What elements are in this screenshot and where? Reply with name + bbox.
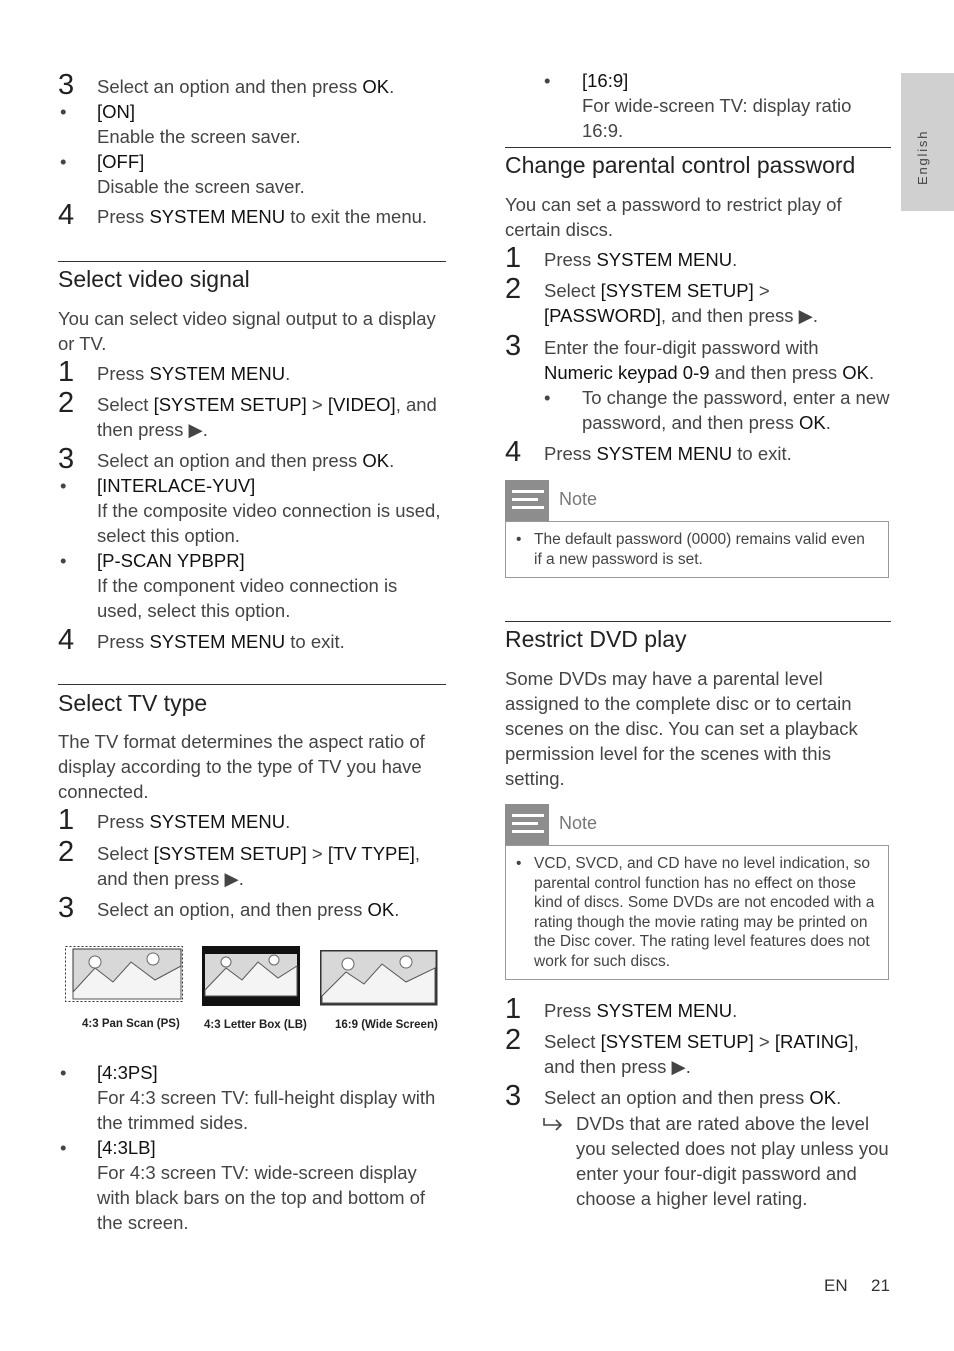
note-icon xyxy=(505,480,549,522)
restrict-step-3: 3 Select an option and then press OK. xyxy=(505,1080,842,1112)
password-step-2: 2 Select [SYSTEM SETUP] > [PASSWORD], and then press ▶. xyxy=(505,273,819,326)
caption-wide-screen: 16:9 (Wide Screen) xyxy=(335,1019,438,1031)
tv-pan-scan-illustration xyxy=(65,946,185,1004)
option-4-3-lb: • [4:3LB] For 4:3 screen TV: wide-screen display with black bars on the top and bottom of the screen. xyxy=(60,1137,426,1233)
tv-letter-box-illustration xyxy=(202,946,302,1008)
password-intro: You can set a password to restrict play of certain discs. xyxy=(505,194,842,240)
video-step-2: 2 Select [SYSTEM SETUP] > [VIDEO], and then press ▶. xyxy=(58,387,437,440)
note-icon xyxy=(505,804,549,846)
section-title-video-signal: Select video signal xyxy=(58,266,250,292)
section-title-password: Change parental control password xyxy=(505,152,856,178)
step-3-screen-saver: 3 Select an option and then press OK. xyxy=(58,69,395,101)
option-on: • [ON] Enable the screen saver. xyxy=(60,101,301,147)
password-step-3-sub: • To change the password, enter a new password, and then press OK. xyxy=(544,387,890,433)
note-box-restrict: • VCD, SVCD, and CD have no level indication, so parental control function has no effect on those kind of discs. Some DVDs are not encoded with a rating though the movie rating may be printed on the Disc cover. The rating level features does not work for such discs. xyxy=(505,845,889,980)
note-header: Note xyxy=(505,480,891,522)
tv-step-1: 1 Press SYSTEM MENU. xyxy=(58,804,291,836)
step-4-exit-menu: 4 Press SYSTEM MENU to exit the menu. xyxy=(58,199,428,231)
note-box-password: • The default password (0000) remains valid even if a new password is set. xyxy=(505,521,889,578)
password-step-4: 4 Press SYSTEM MENU to exit. xyxy=(505,436,792,468)
restrict-step-1: 1 Press SYSTEM MENU. xyxy=(505,993,738,1025)
result-arrow-icon xyxy=(543,1117,565,1131)
divider xyxy=(505,621,891,622)
section-title-restrict-dvd: Restrict DVD play xyxy=(505,626,687,652)
footer-page-number: 21 xyxy=(871,1276,890,1295)
tv-intro: The TV format determines the aspect ratio of display according to the type of TV you have connected. xyxy=(58,731,425,802)
caption-letter-box: 4:3 Letter Box (LB) xyxy=(204,1019,307,1031)
restrict-result: DVDs that are rated above the level you selected does not play unless you enter your four-digit password and choose a higher level rating. xyxy=(505,1111,891,1211)
restrict-step-2: 2 Select [SYSTEM SETUP] > [RATING], and then press ▶. xyxy=(505,1024,859,1077)
option-interlace-yuv: • [INTERLACE-YUV] If the composite video connection is used, select this option. xyxy=(60,475,441,546)
option-4-3-ps: • [4:3PS] For 4:3 screen TV: full-height display with the trimmed sides. xyxy=(60,1062,436,1133)
divider xyxy=(58,261,446,262)
video-step-3: 3 Select an option and then press OK. xyxy=(58,443,395,475)
video-step-1: 1 Press SYSTEM MENU. xyxy=(58,356,291,388)
divider xyxy=(58,684,446,685)
language-tab xyxy=(901,73,954,211)
password-step-1: 1 Press SYSTEM MENU. xyxy=(505,242,738,274)
video-intro: You can select video signal output to a display or TV. xyxy=(58,308,436,354)
footer-language: EN xyxy=(824,1276,848,1295)
restrict-intro: Some DVDs may have a parental level assigned to the complete disc or to certain scenes on the disc. You can set a playback permission level for the scenes with this setting. xyxy=(505,668,858,789)
note-header: Note xyxy=(505,804,891,846)
caption-pan-scan: 4:3 Pan Scan (PS) xyxy=(82,1018,180,1030)
password-step-3: 3 Enter the four-digit password with Numeric keypad 0-9 and then press OK. xyxy=(505,330,875,383)
tv-wide-screen-illustration xyxy=(320,950,438,1006)
tv-step-2: 2 Select [SYSTEM SETUP] > [TV TYPE], and then press ▶. xyxy=(58,836,421,889)
video-step-4: 4 Press SYSTEM MENU to exit. xyxy=(58,624,345,656)
divider xyxy=(505,147,891,148)
option-off: • [OFF] Disable the screen saver. xyxy=(60,151,305,197)
section-title-tv-type: Select TV type xyxy=(58,690,208,716)
language-tab-label: English xyxy=(915,129,930,185)
tv-step-3: 3 Select an option, and then press OK. xyxy=(58,892,400,924)
option-16-9: • [16:9] For wide-screen TV: display ratio 16:9. xyxy=(544,70,852,141)
option-p-scan: • [P-SCAN YPBPR] If the component video connection is used, select this option. xyxy=(60,550,398,621)
